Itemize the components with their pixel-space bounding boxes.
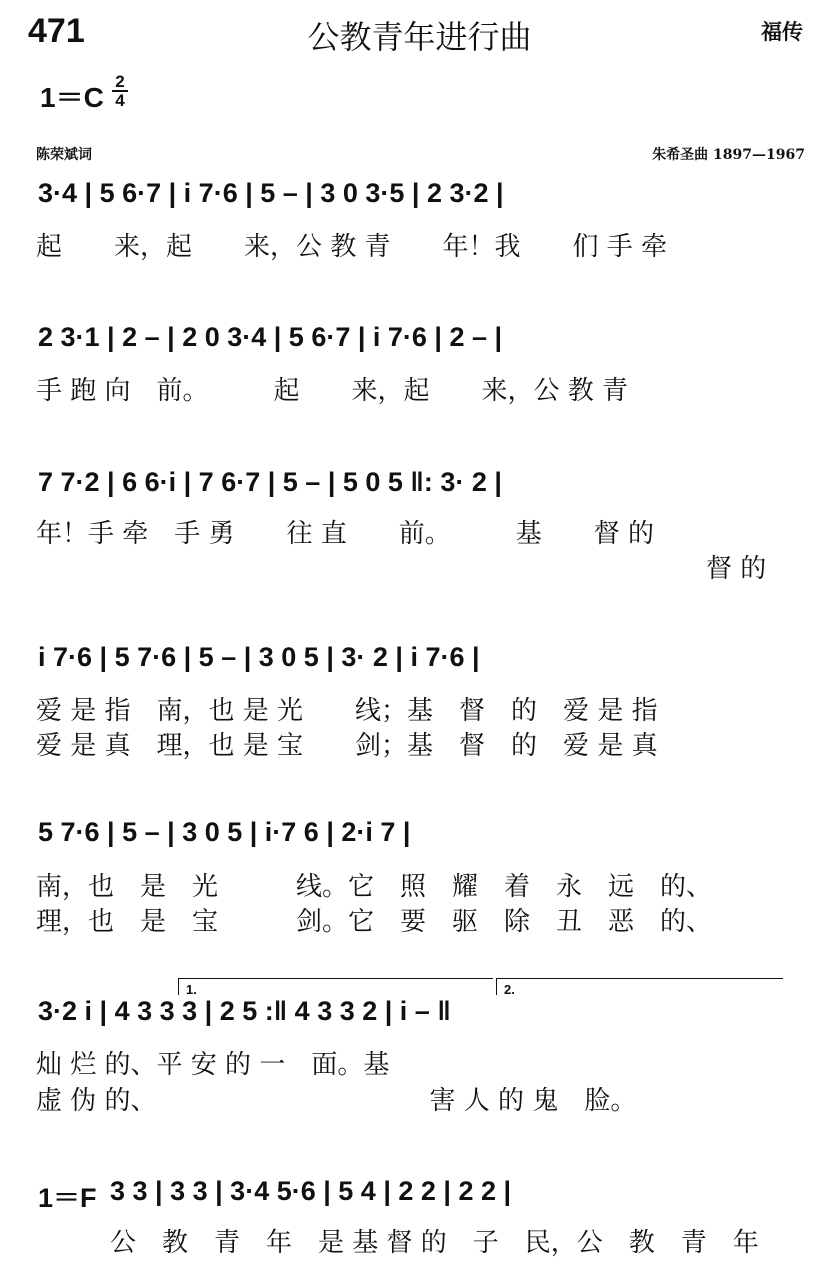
lyricist-credit: 陈荣斌词 (36, 147, 92, 163)
song-title: 公教青年进行曲 (307, 18, 532, 56)
volta-bracket-1 (178, 978, 493, 995)
lyric-line-3-verse-2: 督 的 (706, 554, 767, 584)
key-change-label: 1＝F (38, 1183, 97, 1213)
notation-line-5: 5 7·6 | 5 – | 3 0 5 | i·7 6 | 2·i 7 | (38, 817, 411, 847)
volta-bracket-2 (496, 978, 783, 995)
notation-line-2: 2 3·1 | 2 – | 2 0 3·4 | 5 6·7 | i 7·6 | 2 – | (38, 322, 503, 352)
lyric-line-2-verse-1: 手 跑 向 前。 起 来，起 来，公 教 青 (36, 376, 629, 406)
volta-label-1: 1. (186, 982, 197, 997)
time-signature-bottom: 4 (115, 91, 125, 110)
lyric-line-6-verse-1: 灿 烂 的、平 安 的 一 面。基 (36, 1050, 390, 1080)
lyric-line-1-verse-1: 起 来，起 来，公 教 青 年！我 们 手 牵 (36, 232, 668, 262)
category-label: 福传 (761, 20, 803, 44)
lyric-line-4-verse-2: 爱 是 真 理，也 是 宝 剑；基 督 的 爱 是 真 (36, 731, 658, 761)
notation-line-3: 7 7·2 | 6 6·i | 7 6·7 | 5 – | 5 0 5 ‖: 3· 2 | (38, 467, 502, 497)
notation-line-1: 3·4 | 5 6·7 | i 7·6 | 5 – | 3 0 3·5 | 2 3·2 | (38, 178, 504, 208)
volta-label-2: 2. (504, 982, 515, 997)
notation-line-4: i 7·6 | 5 7·6 | 5 – | 3 0 5 | 3· 2 | i 7·6 | (38, 642, 480, 672)
time-signature-top: 2 (115, 72, 125, 91)
lyric-line-6-verse-2: 虚 伪 的、 害 人 的 鬼 脸。 (36, 1086, 637, 1116)
composer-credit: 朱希圣曲 1897—1967 (652, 147, 805, 163)
lyric-line-4-verse-1: 爱 是 指 南，也 是 光 线；基 督 的 爱 是 指 (36, 696, 658, 726)
notation-line-6: 3·2 i | 4 3 3 3 | 2 5 :‖ 4 3 3 2 | i – ‖ (38, 996, 451, 1026)
lyric-line-3-verse-1: 年！手 牵 手 勇 往 直 前。 基 督 的 (36, 519, 655, 549)
lyric-line-7-verse-1: 公 教 青 年 是 基 督 的 子 民，公 教 青 年 (110, 1228, 759, 1258)
lyric-line-5-verse-1: 南，也 是 光 线。它 照 耀 着 永 远 的、 (36, 872, 713, 902)
lyric-line-5-verse-2: 理，也 是 宝 剑。它 要 驱 除 丑 恶 的、 (36, 907, 713, 937)
key-signature: 1＝C (40, 82, 104, 113)
time-signature (112, 74, 128, 108)
notation-line-7: 3 3 | 3 3 | 3·4 5·6 | 5 4 | 2 2 | 2 2 | (110, 1176, 512, 1206)
hymn-number: 471 (28, 12, 85, 50)
